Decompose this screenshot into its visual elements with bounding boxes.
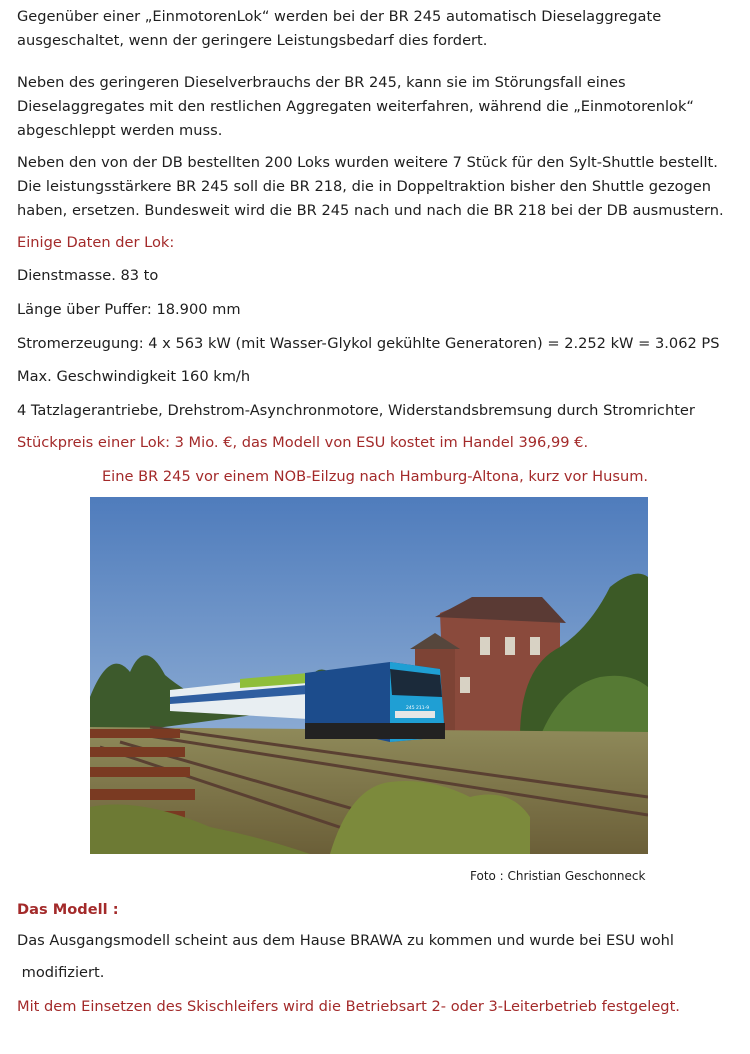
locomotive — [305, 662, 445, 742]
model-text-line-1: Das Ausgangsmodell scheint aus dem Hause BRAWA zu kommen und wurde bei ESU wohl — [17, 932, 674, 949]
photo-credit: Foto : Christian Geschonneck — [470, 869, 646, 883]
photo-caption: Eine BR 245 vor einem NOB-Eilzug nach Hamburg-Altona, kurz vor Husum. — [101, 468, 649, 485]
intro-line-8: haben, ersetzen. Bundesweit wird die BR 245 nach und nach die BR 218 bei der DB ausmustern. — [17, 202, 724, 219]
intro-line-1: Gegenüber einer „EinmotorenLok“ werden bei der BR 245 automatisch Dieselaggregate — [17, 8, 662, 25]
intro-line-6: Neben den von der DB bestellten 200 Loks wurden weitere 7 Stück für den Sylt-Shuttle bestellt. — [17, 154, 718, 171]
model-note: Mit dem Einsetzen des Skischleifers wird die Betriebsart 2- oder 3-Leiterbetrieb festgelegt. — [17, 998, 680, 1015]
spec-item-drive: 4 Tatzlagerantriebe, Drehstrom-Asynchronmotore, Widerstandsbremsung durch Stromrichter — [17, 402, 695, 419]
spec-item-power: Stromerzeugung: 4 x 563 kW (mit Wasser-Glykol gekühlte Generatoren) = 2.252 kW = 3.062 PS — [17, 335, 720, 352]
train-photo — [90, 497, 648, 854]
spec-item-speed: Max. Geschwindigkeit 160 km/h — [17, 368, 251, 385]
specs-heading: Einige Daten der Lok: — [17, 234, 175, 251]
svg-text:245 211-9: 245 211-9 — [406, 706, 430, 711]
model-text-line-2: modifiziert. — [17, 964, 105, 981]
price-line: Stückpreis einer Lok: 3 Mio. €, das Modell von ESU kostet im Handel 396,99 €. — [17, 434, 589, 451]
model-heading: Das Modell : — [17, 901, 119, 918]
spec-item-length: Länge über Puffer: 18.900 mm — [17, 301, 241, 318]
intro-line-3: Neben des geringeren Dieselverbrauchs der BR 245, kann sie im Störungsfall eines — [17, 74, 626, 91]
spec-item-mass: Dienstmasse. 83 to — [17, 267, 159, 284]
intro-line-4: Dieselaggregates mit den restlichen Aggregaten weiterfahren, während die „Einmotorenlok“ — [17, 98, 694, 115]
intro-line-5: abgeschleppt werden muss. — [17, 122, 223, 139]
intro-line-2: ausgeschaltet, wenn der geringere Leistungsbedarf dies fordert. — [17, 32, 488, 49]
intro-line-7: Die leistungsstärkere BR 245 soll die BR 218, die in Doppeltraktion bisher den Shuttle gezogen — [17, 178, 712, 195]
